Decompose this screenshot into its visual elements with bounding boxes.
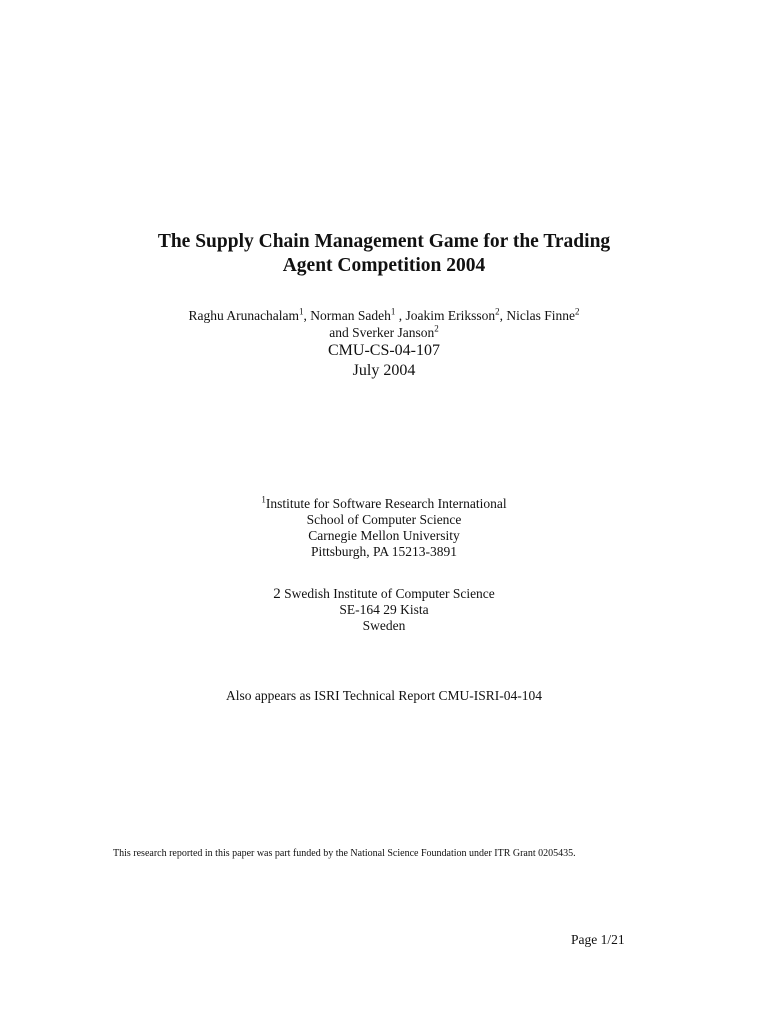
also-appears-note: Also appears as ISRI Technical Report CMU-ISRI-04-104 xyxy=(226,688,542,703)
affiliation-city: SE-164 29 Kista xyxy=(339,602,429,617)
author-name: and Sverker Janson xyxy=(329,325,435,340)
author-affiliation-mark: 2 xyxy=(575,306,580,317)
affiliation-city: Pittsburgh, PA 15213-3891 xyxy=(311,544,457,559)
author-affiliation-mark: 1 xyxy=(299,306,304,317)
affiliation-cmu xyxy=(0,496,768,560)
affiliation-institute: Swedish Institute of Computer Science xyxy=(280,586,495,601)
title-line-1: The Supply Chain Management Game for the Trading xyxy=(157,231,611,252)
page-number: Page 1/21 xyxy=(571,932,625,947)
author-affiliation-mark: 2 xyxy=(495,306,500,317)
author-name: , Joakim Eriksson xyxy=(395,308,496,323)
affiliation-line xyxy=(0,586,768,602)
report-date: July 2004 xyxy=(352,362,416,379)
affiliation-institute: Institute for Software Research International xyxy=(265,496,507,511)
author-affiliation-mark: 2 xyxy=(434,323,439,334)
report-info xyxy=(0,341,768,381)
affiliation-sics xyxy=(0,586,768,634)
affiliation-line xyxy=(0,496,768,512)
author-name: , Niclas Finne xyxy=(499,308,576,323)
affiliation-school: School of Computer Science xyxy=(306,512,462,527)
affiliation-mark: 1 xyxy=(261,494,266,505)
author-line-2 xyxy=(0,324,768,341)
paper-title xyxy=(0,230,768,278)
title-line-2: Agent Competition 2004 xyxy=(282,255,486,276)
author-list xyxy=(0,307,768,341)
author-affiliation-mark: 1 xyxy=(390,306,396,317)
report-number: CMU-CS-04-107 xyxy=(327,342,440,359)
affiliation-university: Carnegie Mellon University xyxy=(308,528,460,543)
author-line-1 xyxy=(0,307,768,324)
funding-footnote: This research reported in this paper was part funded by the National Science Foundation under ITR Grant 0205435. xyxy=(113,848,576,859)
affiliation-country: Sweden xyxy=(362,618,406,633)
affiliation-mark: 2 xyxy=(273,586,281,602)
author-name: Raghu Arunachalam xyxy=(188,308,300,323)
author-name: , Norman Sadeh xyxy=(303,308,391,323)
